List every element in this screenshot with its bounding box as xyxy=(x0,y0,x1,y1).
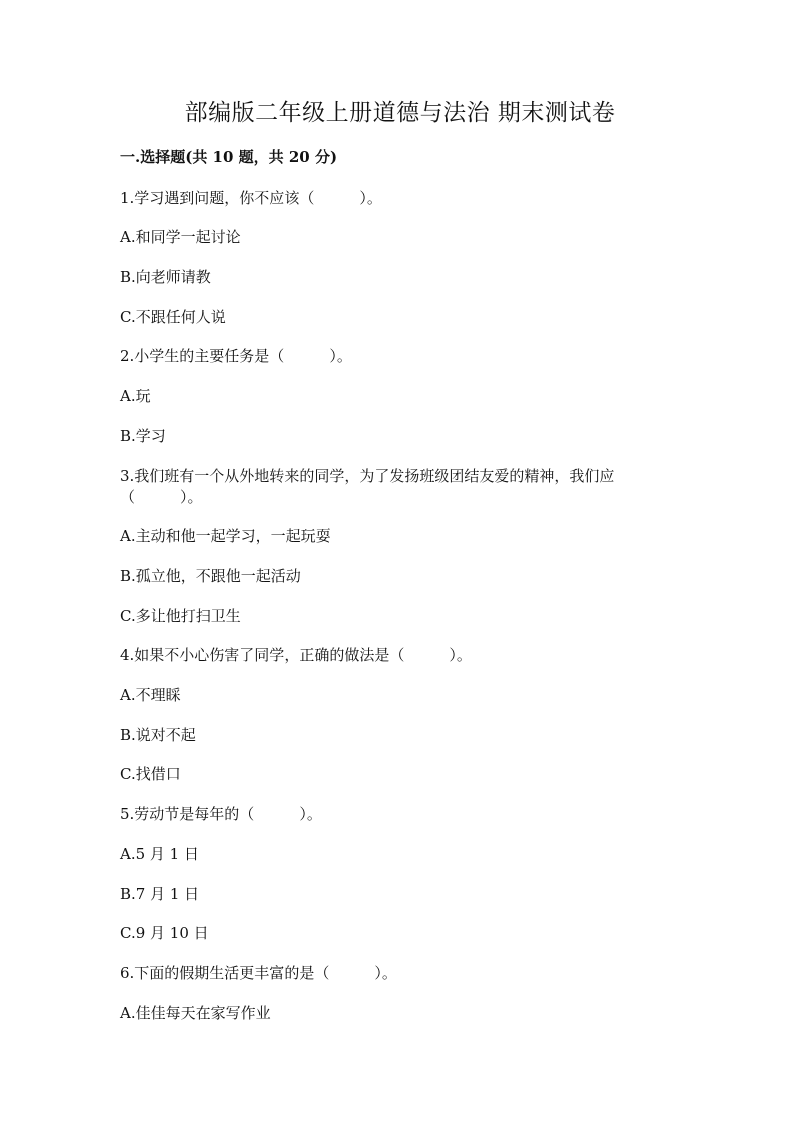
question-5-option-c: C.9 月 10 日 xyxy=(120,924,209,942)
question-5-option-a: A.5 月 1 日 xyxy=(120,845,199,863)
question-4-option-b: B.说对不起 xyxy=(120,726,196,744)
question-1-option-b: B.向老师请教 xyxy=(120,268,211,286)
question-6-option-a: A.佳佳每天在家写作业 xyxy=(120,1004,271,1022)
question-5-stem: 5.劳动节是每年的（ ）。 xyxy=(120,805,322,823)
question-2-option-a: A.玩 xyxy=(120,387,151,405)
question-4-option-a: A.不理睬 xyxy=(120,686,181,704)
question-4-option-c: C.找借口 xyxy=(120,765,181,783)
question-1-stem: 1.学习遇到问题，你不应该（ ）。 xyxy=(120,189,382,207)
question-3-option-c: C.多让他打扫卫生 xyxy=(120,607,241,625)
exam-title: 部编版二年级上册道德与法治 期末测试卷 xyxy=(184,100,616,126)
question-3-option-a: A.主动和他一起学习，一起玩耍 xyxy=(120,527,331,545)
question-5-option-b: B.7 月 1 日 xyxy=(120,885,200,903)
question-3-option-b: B.孤立他，不跟他一起活动 xyxy=(120,567,301,585)
question-3-stem-line-1: 3.我们班有一个从外地转来的同学，为了发扬班级团结友爱的精神，我们应 xyxy=(120,467,615,485)
question-3-stem-line-2: （ ）。 xyxy=(120,488,203,506)
section-heading: 一.选择题(共 10 题，共 20 分) xyxy=(120,148,338,166)
question-1-option-c: C.不跟任何人说 xyxy=(120,308,226,326)
question-4-stem: 4.如果不小心伤害了同学，正确的做法是（ ）。 xyxy=(120,646,472,664)
question-2-stem: 2.小学生的主要任务是（ ）。 xyxy=(120,347,352,365)
question-6-stem: 6.下面的假期生活更丰富的是（ ）。 xyxy=(120,964,397,982)
question-2-option-b: B.学习 xyxy=(120,427,166,445)
question-1-option-a: A.和同学一起讨论 xyxy=(120,228,241,246)
